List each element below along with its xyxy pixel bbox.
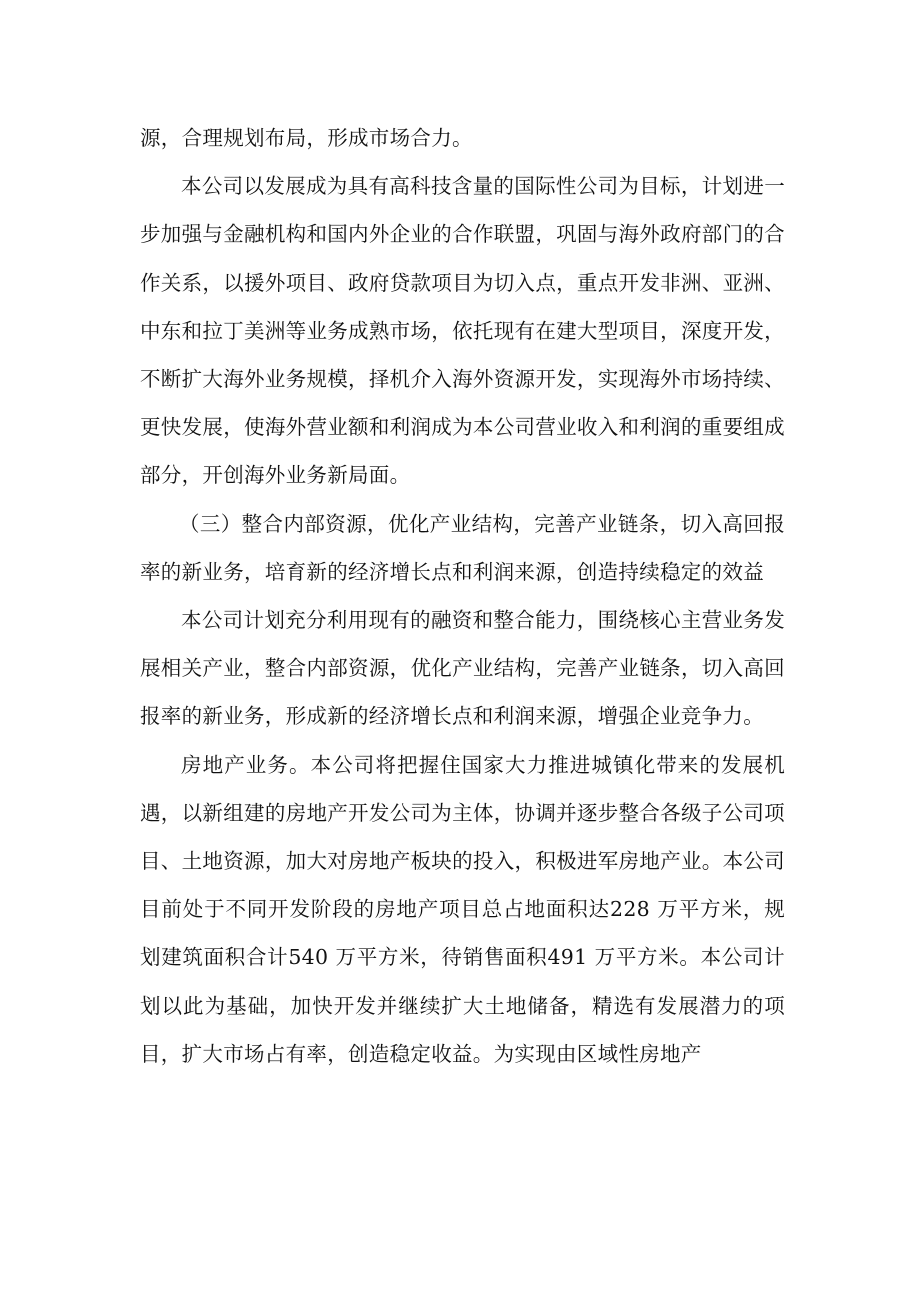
paragraph-overseas-strategy: 本公司以发展成为具有高科技含量的国际性公司为目标，计划进一步加强与金融机构和国内外企业的合作联盟，巩固与海外政府部门的合作关系，以援外项目、政府贷款项目为切入点，重点开发非洲、亚洲、中东和拉丁美洲等业务成熟市场，依托现有在建大型项目，深度开发，不断扩大海外业务规模，择机介入海外资源开发，实现海外市场持续、更快发展，使海外营业额和利润成为本公司营业收入和利润的重要组成部分，开创海外业务新局面。 xyxy=(140,174,785,488)
paragraph-continuation: 源，合理规划布局，形成市场合力。 xyxy=(140,126,473,150)
document-body xyxy=(140,114,785,1078)
paragraph-real-estate-business: 房地产业务。本公司将把握住国家大力推进城镇化带来的发展机遇，以新组建的房地产开发公司为主体，协调并逐步整合各级子公司项目、土地资源，加大对房地产板块的投入，积极进军房地产业。本公司目前处于不同开发阶段的房地产项目总占地面积达228 万平方米，规划建筑面积合计540 万平方米，待销售面积491 万平方米。本公司计划以此为基础，加快开发并继续扩大土地储备，精选有发展潜力的项目，扩大市场占有率，创造稳定收益。为实现由区域性房地产 xyxy=(140,752,785,1066)
paragraph-integration-plan: 本公司计划充分利用现有的融资和整合能力，围绕核心主营业务发展相关产业，整合内部资源，优化产业结构，完善产业链条，切入高回报率的新业务，形成新的经济增长点和利润来源，增强企业竞争力。 xyxy=(140,608,785,729)
section-heading-integrate-resources: （三）整合内部资源，优化产业结构，完善产业链条，切入高回报率的新业务，培育新的经济增长点和利润来源，创造持续稳定的效益 xyxy=(140,511,785,584)
